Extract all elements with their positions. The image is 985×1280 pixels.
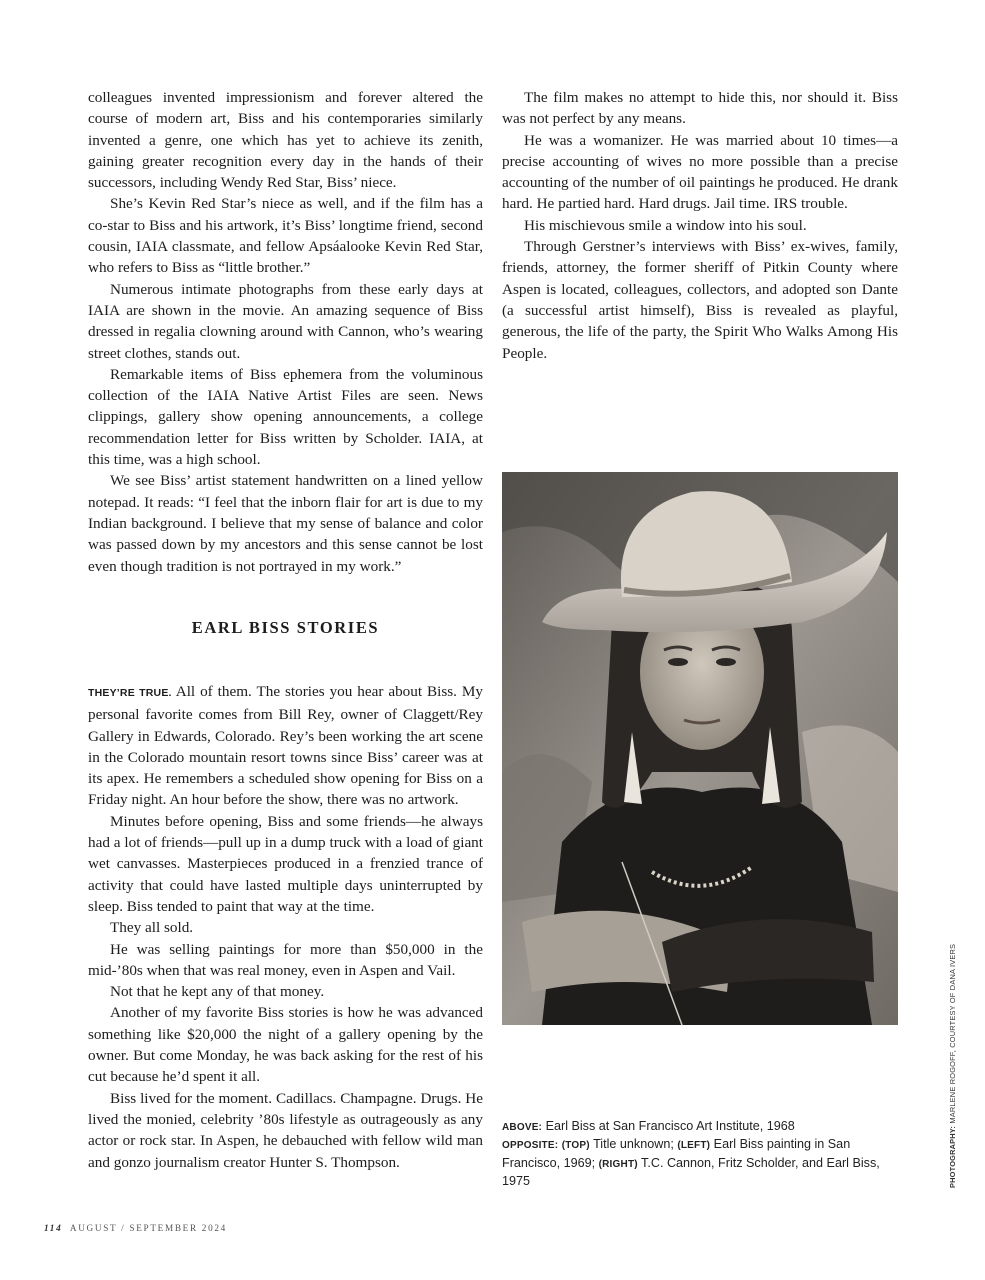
paragraph: He was a womanizer. He was married about 10 times—a precise accounting of wives no more possible than a precise accounting of the number of oil paintings he produced. He drank hard. He partied hard. Hard drugs. Jail time. IRS trouble. bbox=[502, 131, 898, 213]
paragraph: He was selling paintings for more than $50,000 in the mid-’80s when that was real money, even in Aspen and Vail. bbox=[88, 940, 483, 979]
caption-label: (RIGHT) bbox=[598, 1158, 638, 1170]
lead-text: All of them. The stories you hear about Biss. My personal favorite comes from Bill Rey, owner of Claggett/Rey Gallery in Edwards, Colorado. Rey’s been working the art scene in the Colorado mountain resort towns since Biss’ career was at its apex. He remembers a scheduled show opening for Biss on a Friday night. An hour before the show, there was no artwork. bbox=[88, 683, 483, 809]
credit-label: PHOTOGRAPHY: bbox=[948, 1125, 957, 1188]
photo-credit bbox=[948, 944, 957, 1188]
caption-label: ABOVE: bbox=[502, 1122, 543, 1133]
portrait-photo bbox=[502, 472, 898, 1025]
caption-text: Title unknown; bbox=[589, 1137, 678, 1152]
paragraph: We see Biss’ artist statement handwritten on a lined yellow notepad. It reads: “I feel that the inborn flair for art is due to my Indian background. I believe that my sense of balance and color was passed down by my ancestors and this sense cannot be lost even though tradition is not portrayed in my work.” bbox=[88, 472, 483, 575]
paragraph: The film makes no attempt to hide this, nor should it. Biss was not perfect by any means. bbox=[502, 89, 898, 128]
section-first-paragraph bbox=[88, 681, 483, 811]
caption-label: (TOP) bbox=[561, 1140, 590, 1152]
paragraph: Remarkable items of Biss ephemera from the voluminous collection of the IAIA Native Artist Files are seen. News clippings, gallery show opening announcements, a college recommendation letter for Biss written by Scholder. IAIA, at this time, was a high school. bbox=[88, 365, 483, 469]
paragraph: Not that he kept any of that money. bbox=[110, 983, 325, 1001]
caption-label: OPPOSITE: bbox=[502, 1140, 559, 1152]
page-number: 114 bbox=[44, 1223, 63, 1233]
caption-text: Earl Biss painting in San Francisco, 1969; bbox=[502, 1137, 851, 1170]
issue-date: AUGUST / SEPTEMBER 2024 bbox=[69, 1223, 227, 1233]
section-heading: EARL BISS STORIES bbox=[191, 618, 380, 637]
paragraph: Another of my favorite Biss stories is how he was advanced something like $20,000 the night of a gallery opening by the owner. But come Monday, he was back asking for the rest of his cut because he’d spent it all. bbox=[88, 1004, 483, 1086]
page-footer bbox=[44, 1223, 227, 1233]
paragraph: She’s Kevin Red Star’s niece as well, and if the film has a co-star to Biss and his artwork, it’s Biss’ longtime friend, second cousin, IAIA classmate, and fellow Apsáalooke Kevin Red Star, who refers to Biss as “little brother.” bbox=[88, 195, 483, 277]
portrait-illustration bbox=[502, 472, 898, 1025]
credit-text: MARLENE ROGOFF, COURTESY OF DANA IVERS bbox=[948, 943, 957, 1126]
paragraph: Minutes before opening, Biss and some friends—he always had a lot of friends—pull up in a dump truck with a load of giant wet canvasses. Masterpieces produced in a frenzied trance of activity that could have lasted multiple days uninterrupted by sleep. Biss tended to paint that way at the time. bbox=[88, 812, 483, 915]
paragraph: His mischievous smile a window into his soul. bbox=[524, 216, 807, 234]
paragraph: Biss lived for the moment. Cadillacs. Champagne. Drugs. He lived the monied, celebrity ’80s lifestyle as outrageously as any actor or rock star. In Aspen, he debauched with fellow wild man and gonzo journalism creator Hunter S. Thompson. bbox=[88, 1089, 483, 1171]
paragraph: They all sold. bbox=[110, 919, 194, 937]
article-column-right bbox=[502, 87, 898, 364]
caption-text: T.C. Cannon, Fritz Scholder, and Earl Biss, 1975 bbox=[502, 1155, 880, 1189]
caption-text: Earl Biss at San Francisco Art Institute, 1968 bbox=[542, 1119, 795, 1133]
caption-label: (LEFT) bbox=[677, 1140, 711, 1152]
article-column-left bbox=[88, 87, 483, 577]
paragraph: Numerous intimate photographs from these early days at IAIA are shown in the movie. An amazing sequence of Biss dressed in regalia clowning around with Cannon, who’s wearing street clothes, stands out. bbox=[88, 280, 483, 362]
paragraph: colleagues invented impressionism and forever altered the course of modern art, Biss and his contemporaries similarly invented a genre, one which has yet to achieve its zenith, gaining greater recognition every day in the hands of their successors, including Wendy Red Star, Biss’ niece. bbox=[88, 89, 483, 192]
lead-in: THEY’RE TRUE. bbox=[88, 687, 172, 699]
article-column-left-section bbox=[88, 681, 483, 1173]
paragraph: Through Gerstner’s interviews with Biss’ ex-wives, family, friends, attorney, the former sheriff of Pitkin County where Aspen is located, colleagues, collectors, and adopted son Dante (a successful artist himself), Biss is revealed as playful, generous, the life of the party, the Spirit Who Walks Among His People. bbox=[502, 238, 898, 362]
caption-opposite bbox=[502, 1136, 898, 1190]
photo-caption bbox=[502, 1118, 898, 1191]
caption-above bbox=[502, 1118, 898, 1136]
